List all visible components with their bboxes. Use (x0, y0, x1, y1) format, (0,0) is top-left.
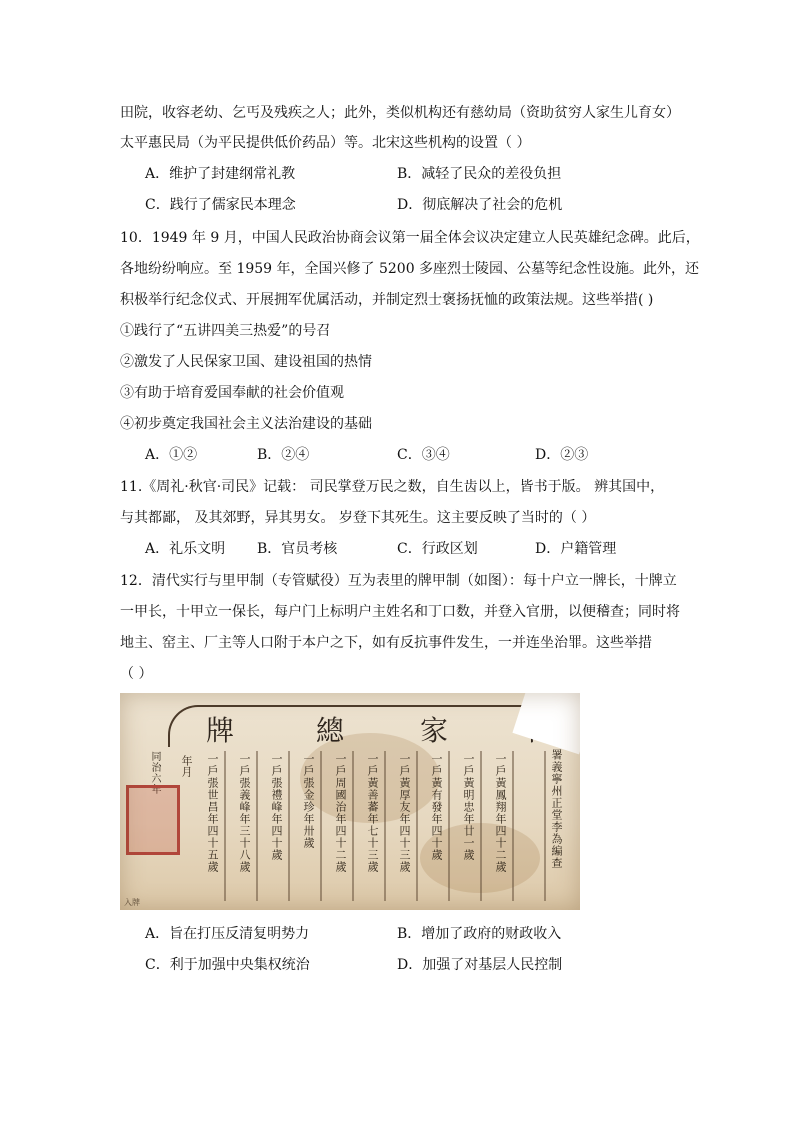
q12-text-line3: 地主、窑主、厂主等人口附于本户之下，如有反抗事件发生，一并连坐治罪。这些举措 (120, 635, 652, 651)
q10-statement-3: ③有助于培育爱国奉献的社会价值观 (120, 385, 344, 401)
household-entry: 一戶黃明忠年廿一歲 (462, 753, 475, 861)
q9-option-a[interactable]: A．维护了封建纲常礼教 (145, 166, 296, 182)
title-char-3: 家 (420, 714, 449, 747)
q11-option-b[interactable]: B．官员考核 (257, 541, 338, 557)
household-entry: 一戶張禮峰年四十歲 (270, 753, 283, 861)
household-entry: 一戶黃善蕃年七十三歲 (366, 753, 379, 873)
title-char-1: 牌 (206, 714, 235, 747)
q10-text-line2: 各地纷纷响应。至 1959 年，全国兴修了 5200 多座烈士陵园、公墓等纪念性设施。此外，还 (120, 261, 700, 277)
q10-statement-2: ②激发了人民保家卫国、建设祖国的热情 (120, 354, 372, 370)
q12-text-line1: 12．清代实行与里甲制（专管赋役）互为表里的牌甲制（如图）：每十户立一牌长，十牌立 (120, 573, 677, 589)
household-entry: 一戶黃有發年四十歲 (430, 753, 443, 861)
title-char-2: 總 (316, 714, 345, 747)
q9-option-b[interactable]: B．减轻了民众的差役负担 (397, 166, 562, 182)
household-entry: 一戶黃厚友年四十三歲 (398, 753, 411, 873)
q11-option-a[interactable]: A．礼乐文明 (145, 541, 226, 557)
q10-text-line1: 10．1949 年 9 月，中国人民政治协商会议第一届全体会议决定建立人民英雄纪念碑。此后， (120, 230, 700, 246)
photo-footer-text: 入牌 (124, 898, 140, 907)
q11-text-line2: 与其都鄙， 及其郊野，异其男女。 岁登下其死生。这主要反映了当时的（ ） (120, 510, 596, 526)
q9-option-d[interactable]: D．彻底解决了社会的危机 (397, 197, 563, 213)
household-entry: 一戶張義峰年三十八歲 (238, 753, 251, 873)
q12-option-d[interactable]: D．加强了对基层人民控制 (397, 957, 563, 973)
q10-statement-4: ④初步奠定我国社会主义法治建设的基础 (120, 416, 372, 432)
household-entry: 一戶張金珍年卅歲 (302, 753, 315, 849)
q10-option-b[interactable]: B．②④ (257, 447, 310, 463)
q12-text-line4: （ ） (120, 666, 153, 682)
pai-jia-register-photo (120, 693, 580, 910)
q9-text-line2: 太平惠民局（为平民提供低价药品）等。北宋这些机构的设置（ ） (120, 135, 531, 151)
q10-option-d[interactable]: D．②③ (535, 447, 589, 463)
q11-option-c[interactable]: C．行政区划 (397, 541, 478, 557)
header-note: 署義寧州正堂李為編查 (550, 749, 563, 869)
q10-text-line3: 积极举行纪念仪式、开展拥军优属活动，并制定烈士褒扬抚恤的政策法规。这些举措( ) (120, 292, 654, 308)
q9-text-line1: 田院，收容老幼、乞丐及残疾之人；此外，类似机构还有慈幼局（资助贫穷人家生儿育女） (120, 105, 680, 121)
q11-text-line1: 11.《周礼·秋官·司民》记载： 司民掌登万民之数，自生齿以上，皆书于版。 辨其国中， (120, 479, 665, 495)
photo-vignette (120, 693, 580, 910)
q12-option-a[interactable]: A．旨在打压反清复明势力 (145, 926, 310, 942)
household-entry: 一戶黃鳳翔年四十二歲 (494, 753, 507, 873)
q9-option-c[interactable]: C．践行了儒家民本理念 (145, 197, 296, 213)
stamp-note: 年月 (180, 755, 193, 777)
q12-text-line2: 一甲长，十甲立一保长，每户门上标明户主姓名和丁口数，并登入官册，以便稽查；同时将 (120, 604, 680, 620)
left-note: 同治六年 (149, 751, 160, 795)
q12-option-c[interactable]: C．利于加强中央集权统治 (145, 957, 310, 973)
q10-option-a[interactable]: A．①② (145, 447, 198, 463)
q10-option-c[interactable]: C．③④ (397, 447, 450, 463)
q11-option-d[interactable]: D．户籍管理 (535, 541, 617, 557)
household-entry: 一戶張世昌年四十五歲 (206, 753, 219, 873)
q10-statement-1: ①践行了“五讲四美三热爱”的号召 (120, 323, 331, 339)
household-entry: 一戶周國治年四十二歲 (334, 753, 347, 873)
q12-option-b[interactable]: B．增加了政府的财政收入 (397, 926, 562, 942)
